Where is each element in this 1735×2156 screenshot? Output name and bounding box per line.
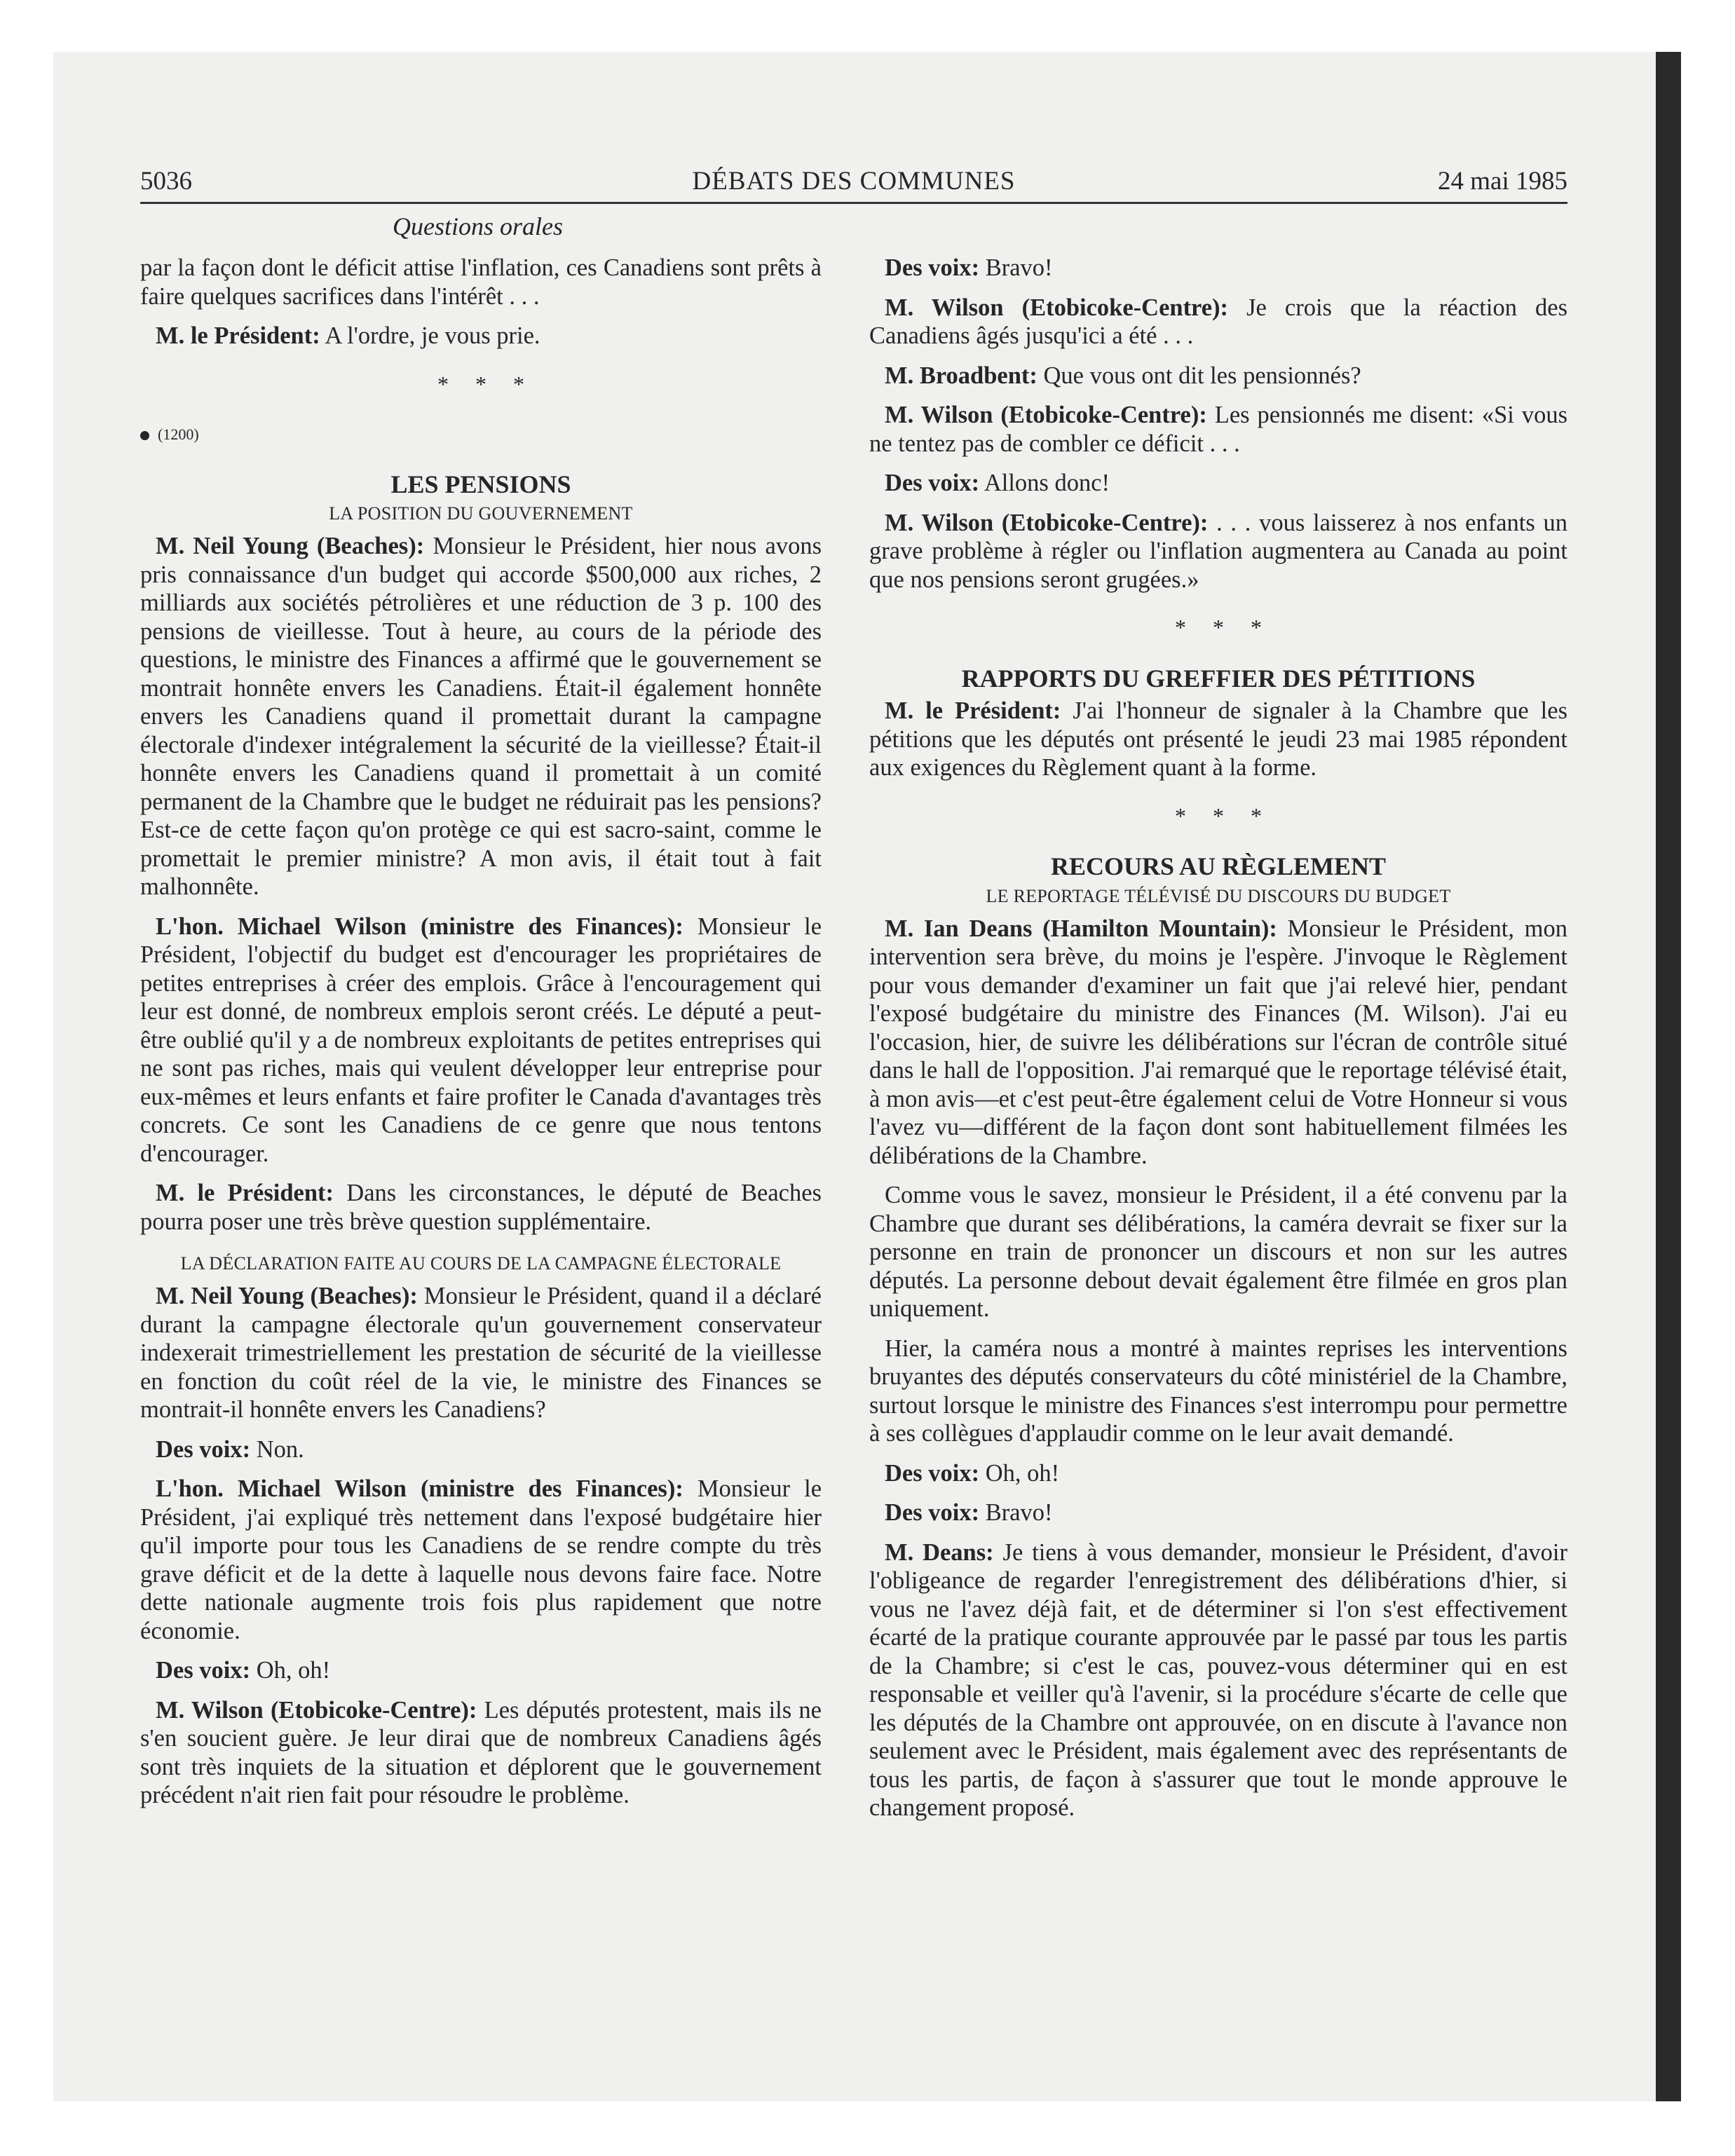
speaker-name: M. le Président: bbox=[885, 697, 1061, 724]
paragraph: M. Wilson (Etobicoke-Centre): Je crois que la réaction des Canadiens âgés jusqu'ici a été . . . bbox=[869, 294, 1567, 349]
paragraph: Des voix: Oh, oh! bbox=[885, 1459, 1060, 1487]
paragraph: M. Wilson (Etobicoke-Centre): Les députés protestent, mais ils ne s'en soucient guère. Je leur dirai que de nombreux Canadiens âgés sont très inquiets de la situation et déplorent que le gouvernement précédent n'ait rien fait pour résoudre le problème. bbox=[140, 1696, 822, 1808]
paragraph: M. le Président: Dans les circonstances, le député de Beaches pourra poser une très brève question supplémentaire. bbox=[140, 1180, 822, 1235]
speaker-name: L'hon. Michael Wilson (ministre des Finances): bbox=[156, 913, 683, 940]
paragraph: par la façon dont le déficit attise l'inflation, ces Canadiens sont prêts à faire quelques sacrifices dans l'intérêt . . . bbox=[140, 254, 822, 310]
speaker-name: Des voix: bbox=[885, 1459, 980, 1487]
paragraph: M. Wilson (Etobicoke-Centre): Les pensionnés me disent: «Si vous ne tentez pas de combler ce déficit . . . bbox=[869, 402, 1568, 457]
paragraph: M. le Président: J'ai l'honneur de signaler à la Chambre que les pétitions que les députés ont présenté le jeudi 23 mai 1985 répondent aux exigences du Règlement quant à la forme. bbox=[869, 697, 1567, 781]
speaker-name: M. Wilson (Etobicoke-Centre): bbox=[885, 294, 1229, 321]
page-date: 24 mai 1985 bbox=[1438, 167, 1567, 196]
section-title: LES PENSIONS bbox=[390, 470, 571, 498]
speaker-name: Des voix: bbox=[885, 470, 980, 496]
page-number: 5036 bbox=[140, 167, 192, 196]
paragraph: L'hon. Michael Wilson (ministre des Finances): Monsieur le Président, l'objectif du budget est d'encourager les propriétaires de petites entreprises à créer des emplois. Grâce à l'encouragement qui leur est donné, de nombreux emplois seront créés. Le député a peut-être oublié qu'il y a de nombreux exploitants de petites entreprises qui ne sont pas riches, mais qui veulent développer leur entreprise pour eux-mêmes et leurs enfants et faire profiter le Canada d'avantages très concrets. Ce sont les Canadiens de ce genre que nous tentons d'encourager. bbox=[140, 913, 822, 1167]
speaker-name: M. Broadbent: bbox=[885, 362, 1037, 389]
time-marker: (1200) bbox=[140, 421, 822, 449]
speaker-name: M. Wilson (Etobicoke-Centre): bbox=[156, 1696, 477, 1724]
paragraph: Des voix: Allons donc! bbox=[885, 470, 1110, 496]
speaker-name: M. Neil Young (Beaches): bbox=[156, 1283, 418, 1309]
speaker-name: Des voix: bbox=[156, 1657, 251, 1684]
paragraph: Comme vous le savez, monsieur le Président, il a été convenu par la Chambre que durant ses délibérations, la caméra devrait se fixer sur la personne en train de prononcer un discours et non sur les autres députés. La personne debout devait également être filmée en gros plan uniquement. bbox=[869, 1182, 1567, 1322]
left-column bbox=[140, 254, 822, 1821]
section-title: RAPPORTS DU GREFFIER DES PÉTITIONS bbox=[961, 664, 1476, 692]
speaker-name: M. Deans: bbox=[885, 1538, 994, 1566]
publication-title: DÉBATS DES COMMUNES bbox=[692, 167, 1016, 196]
speaker-name: M. Wilson (Etobicoke-Centre): bbox=[885, 402, 1207, 428]
paragraph: Des voix: Oh, oh! bbox=[156, 1657, 331, 1684]
right-column bbox=[869, 254, 1567, 1834]
running-subheader: Questions orales bbox=[393, 212, 563, 240]
paragraph: M. Wilson (Etobicoke-Centre): . . . vous laisserez à nos enfants un grave problème à régler ou l'inflation augmentera au Canada au point que nos pensions seront grugées.» bbox=[869, 509, 1567, 593]
speaker-name: Des voix: bbox=[885, 254, 980, 281]
paragraph: M. Deans: Je tiens à vous demander, monsieur le Président, d'avoir l'obligeance de regarder l'enregistrement des délibérations d'hier, si vous ne l'avez déjà fait, et de déterminer si l'on s'est effectivement écarté de la pratique courante approuvée par le passé par tous les partis de la Chambre; si c'est le cas, pouvez-vous déterminer qui en est responsable et veiller qu'à l'avenir, si la procédure s'écarte de celle que les députés de la Chambre ont approuvée, on en discute à l'avance non seulement avec le Président, mais également avec des représentants de tous les partis, de façon à s'assurer que tout le monde approuve le changement proposé. bbox=[869, 1538, 1567, 1821]
paragraph: M. Neil Young (Beaches): Monsieur le Président, quand il a déclaré durant la campagne électorale qu'un gouvernement conservateur indexerait trimestriellement les prestation de sécurité de la vieillesse en fonction du coût réel de la vie, le ministre des Finances se montrait-il honnête envers les Canadiens? bbox=[140, 1283, 822, 1423]
speaker-name: M. le Président: bbox=[156, 1180, 334, 1206]
speaker-name: L'hon. Michael Wilson (ministre des Finances): bbox=[156, 1475, 683, 1502]
page-header bbox=[140, 160, 1567, 204]
scan-edge-shadow bbox=[1656, 52, 1681, 2101]
section-title: RECOURS AU RÈGLEMENT bbox=[1050, 852, 1387, 880]
speaker-name: M. Ian Deans (Hamilton Mountain): bbox=[885, 915, 1277, 942]
section-separator: * * * bbox=[1175, 803, 1262, 828]
speaker-name: Des voix: bbox=[156, 1435, 251, 1463]
paragraph: Des voix: Non. bbox=[156, 1435, 304, 1463]
paragraph: Des voix: Bravo! bbox=[885, 1499, 1053, 1526]
paragraph: L'hon. Michael Wilson (ministre des Finances): Monsieur le Président, j'ai expliqué très nettement dans l'exposé budgétaire hier qu'il importe pour tous les Canadiens de se rendre compte du très grave déficit et de la dette à laquelle nous devons faire face. Notre dette nationale augmente trois fois plus rapidement que notre économie. bbox=[140, 1475, 822, 1644]
paragraph: M. Neil Young (Beaches): Monsieur le Président, hier nous avons pris connaissance d'un budget qui accorde $500,000 aux riches, 2 milliards aux sociétés pétrolières et une réduction de 3 p. 100 des pensions de vieillesse. Tout à heure, au cours de la période des questions, le ministre des Finances a affirmé que le gouvernement se montrait honnête envers les Canadiens. Était-il également honnête envers les Canadiens quand il promettait durant la campagne électorale d'indexer intégralement la sécurité de la vieillesse? Était-il honnête envers les Canadiens quand il promettait à un comité permanent de la Chambre que le budget ne réduirait pas les pensions? Est-ce de cette façon qu'on protège ce qui est sacro-saint, comme le promettait le premier ministre? A mon avis, il était tout à fait malhonnête. bbox=[140, 533, 822, 900]
paragraph: Hier, la caméra nous a montré à maintes reprises les interventions bruyantes des députés conservateurs du côté ministériel de la Chambre, surtout lorsque le ministre des Finances s'est interrompu pour permettre à ses collègues d'applaudir comme on le leur avait demandé. bbox=[869, 1335, 1567, 1447]
paragraph: Des voix: Bravo! bbox=[885, 254, 1053, 281]
paragraph: M. le Président: A l'ordre, je vous prie. bbox=[156, 322, 540, 349]
speaker-name: M. Wilson (Etobicoke-Centre): bbox=[885, 509, 1209, 536]
bullet-icon bbox=[140, 431, 149, 440]
speaker-name: M. Neil Young (Beaches): bbox=[156, 533, 425, 559]
section-subtitle: LE REPORTAGE TÉLÉVISÉ DU DISCOURS DU BUDGET bbox=[986, 885, 1451, 906]
section-separator: * * * bbox=[437, 371, 524, 397]
speaker-name: Des voix: bbox=[885, 1499, 980, 1526]
section-subtitle: LA DÉCLARATION FAITE AU COURS DE LA CAMPAGNE ÉLECTORALE bbox=[180, 1253, 782, 1274]
paragraph: M. Broadbent: Que vous ont dit les pensionnés? bbox=[885, 362, 1361, 389]
section-separator: * * * bbox=[1175, 615, 1262, 640]
speaker-name: M. le Président: bbox=[156, 322, 320, 349]
section-subtitle: LA POSITION DU GOUVERNEMENT bbox=[329, 503, 633, 524]
paragraph: M. Ian Deans (Hamilton Mountain): Monsieur le Président, mon intervention sera brève, du moins je l'espère. J'invoque le Règlement pour vous demander d'examiner un fait que j'ai relevé hier, pendant l'exposé budgétaire du ministre des Finances (M. Wilson). J'ai eu l'occasion, hier, de suivre les délibérations sur l'écran de contrôle situé dans le hall de l'opposition. J'ai remarqué que le reportage télévisé était, à mon avis—et c'est peut-être également celui de Votre Honneur si vous l'avez vu—différent de la façon dont sont habituellement filmées les délibérations de la Chambre. bbox=[869, 915, 1568, 1169]
